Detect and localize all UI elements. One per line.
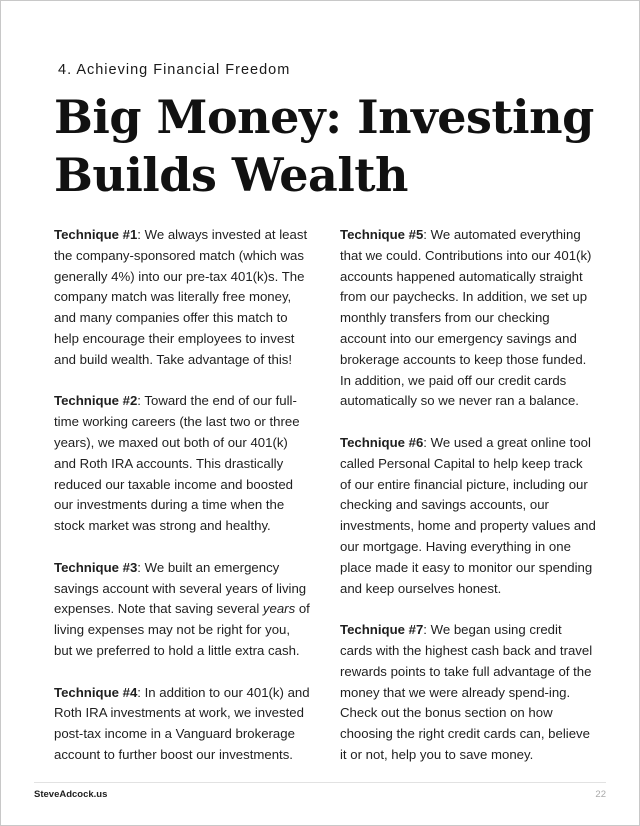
technique-paragraph <box>54 225 310 371</box>
technique-name: Technique #6 <box>340 434 424 450</box>
technique-text: : We built an emergency savings account with several years of living expenses. Note that saving several <box>54 559 307 617</box>
page-number: 22 <box>595 789 606 800</box>
footer-site-link[interactable]: SteveAdcock.us <box>34 789 108 800</box>
technique-paragraph <box>340 433 596 599</box>
section-label: 4. Achieving Financial Freedom <box>58 62 291 78</box>
technique-paragraph <box>54 558 310 662</box>
technique-name: Technique #2 <box>54 393 138 409</box>
technique-name: Technique #4 <box>54 684 138 700</box>
page-title: Big Money: Investing Builds Wealth <box>54 90 594 202</box>
technique-text: : In addition to our 401(k) and Roth IRA investments at work, we invested post-tax income in a Vanguard brokerage account to further boost our investments. <box>54 684 310 762</box>
right-column <box>340 225 596 787</box>
technique-name: Technique #3 <box>54 559 138 575</box>
left-column <box>54 225 310 787</box>
technique-name: Technique #1 <box>54 227 138 242</box>
technique-paragraph <box>340 225 596 412</box>
technique-text: : We used a great online tool called Personal Capital to help keep track of our entire financial picture, including our checking and savings accounts, our investments, home and property values and our mortgage. Having everything in one place made it easy to monitor our spending and keep ourselves honest. <box>340 434 596 596</box>
technique-emphasis: years <box>262 601 296 617</box>
technique-paragraph <box>54 391 310 537</box>
technique-paragraph <box>340 620 596 766</box>
technique-text: : Toward the end of our full-time working careers (the last two or three years), we maxed out both of our 401(k) and Roth IRA accounts. This drastically reduced our taxable income and boosted our investments during a time when the stock market was strong and healthy. <box>54 393 300 534</box>
technique-text: of living expenses may not be right for you, but we preferred to hold a little extra cash. <box>54 601 310 658</box>
technique-name: Technique #5 <box>340 227 424 242</box>
technique-text: : We always invested at least the company-sponsored match (which was generally 4%) into our pre-tax 401(k)s. The company match was literally free money, and many companies offer this match to help encourage their employees to invest and build wealth. Take advantage of this! <box>54 227 308 367</box>
technique-text: : We automated everything that we could. Contributions into our 401(k) accounts happened automatically straight from our paychecks. In addition, we set up monthly transfers from our checking account into our emergency savings and brokerage accounts to keep those funded. In addition, we paid off our credit cards automatically so we never ran a balance. <box>340 227 592 409</box>
technique-paragraph <box>54 683 310 766</box>
technique-name: Technique #7 <box>340 622 424 638</box>
technique-text: : We began using credit cards with the highest cash back and travel rewards points to take full advantage of the money that we were already spend-ing. Check out the bonus section on how choosing the right credit cards can, believe it or not, help you to save money. <box>340 622 593 762</box>
footer-divider <box>34 782 606 783</box>
